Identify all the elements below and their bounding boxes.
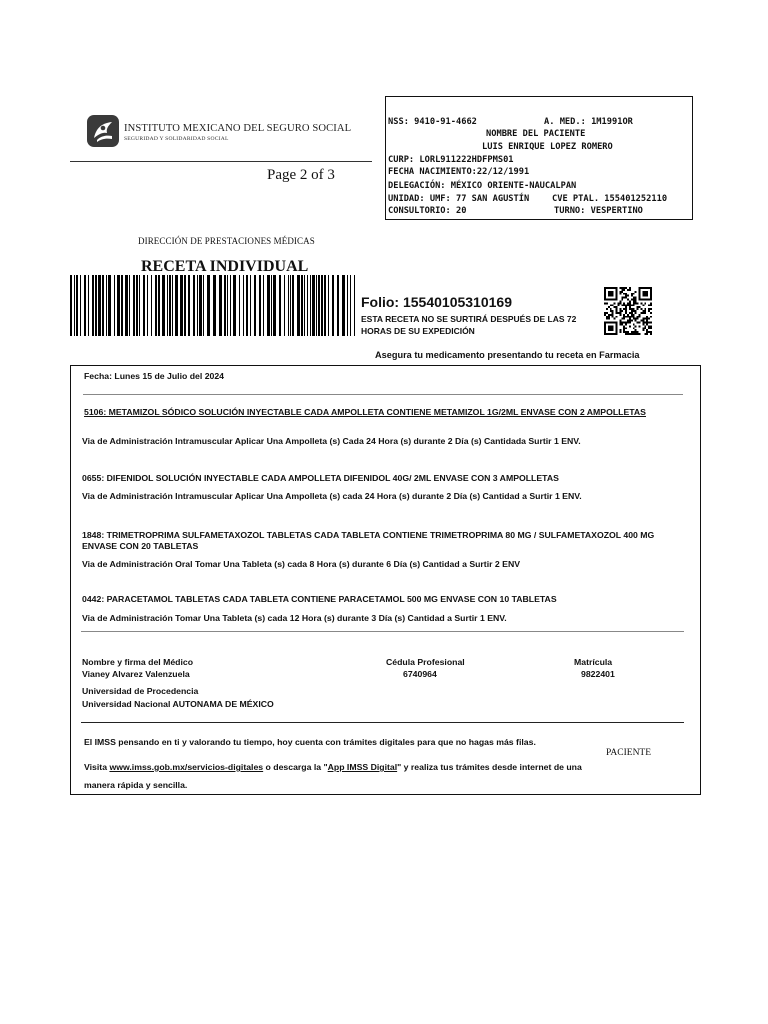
patient-birth-date: FECHA NACIMIENTO:22/12/1991 — [388, 167, 530, 177]
matricula-value: 9822401 — [581, 669, 615, 679]
expiry-notice-line1: ESTA RECETA NO SE SURTIRÁ DESPUÉS DE LAS 72 — [361, 314, 577, 324]
footer-line-3: manera rápida y sencilla. — [84, 780, 188, 790]
visit-mid: o descarga la " — [263, 762, 328, 772]
medication-3-instructions: Via de Administración Oral Tomar Una Tableta (s) cada 8 Hora (s) durante 6 Día (s) Cantidad a Surtir 2 ENV — [82, 559, 521, 569]
expiry-notice — [361, 313, 601, 337]
footer-line-1: El IMSS pensando en ti y valorando tu tiempo, hoy cuenta con trámites digitales para que no hagas más filas. — [84, 737, 536, 747]
patient-unidad: UNIDAD: UMF: 77 SAN AGUSTÍN — [388, 194, 530, 204]
doctor-name-label: Nombre y firma del Médico — [82, 657, 194, 667]
medication-1-description: 5106: METAMIZOL SÓDICO SOLUCIÓN INYECTABLE CADA AMPOLLETA CONTIENE METAMIZOL 1G/2ML ENVASE CON 2 AMPOLLETAS — [84, 407, 646, 417]
app-imss-digital-link[interactable]: App IMSS Digital — [327, 762, 398, 772]
patient-name-label: NOMBRE DEL PACIENTE — [486, 129, 586, 139]
institution-name: INSTITUTO MEXICANO DEL SEGURO SOCIAL — [124, 123, 352, 134]
expiry-notice-line2: HORAS DE SU EXPEDICIÓN — [361, 326, 475, 336]
imss-eagle-icon — [86, 114, 120, 148]
prescription-date: Fecha: Lunes 15 de Julio del 2024 — [84, 371, 225, 381]
medication-2-description: 0655: DIFENIDOL SOLUCIÓN INYECTABLE CADA AMPOLLETA DIFENIDOL 40G/ 2ML ENVASE CON 3 AMPOLLETAS — [82, 473, 559, 483]
copy-label: PACIENTE — [606, 748, 652, 758]
visit-suffix: " y realiza tus trámites desde internet de una — [397, 762, 582, 772]
medication-4-instructions: Via de Administración Tomar Una Tableta (s) cada 12 Hora (s) durante 3 Día (s) Cantidad a Surtir 1 ENV. — [82, 613, 507, 623]
university-name: Universidad Nacional AUTONAMA DE MÉXICO — [82, 699, 274, 709]
institution-motto: SEGURIDAD Y SOLIDARIDAD SOCIAL — [124, 136, 229, 142]
doctor-divider — [81, 722, 684, 723]
barcode-icon — [70, 275, 355, 336]
patient-a-med: A. MED.: 1M1991OR — [544, 117, 633, 127]
medication-2-instructions: Via de Administración Intramuscular Aplicar Una Ampolleta (s) cada 24 Hora (s) durante 2 Día (s) Cantidad a Surtir 1 ENV. — [82, 491, 582, 501]
imss-logo — [86, 114, 352, 148]
header-divider — [70, 161, 372, 162]
medications-divider — [81, 631, 684, 632]
secure-notice: Asegura tu medicamento presentando tu receta en Farmacia — [375, 350, 640, 360]
patient-delegacion: DELEGACIÓN: MÉXICO ORIENTE-NAUCALPAN — [388, 181, 577, 191]
folio-number: Folio: 15540105310169 — [361, 294, 512, 310]
direction-heading: DIRECCIÓN DE PRESTACIONES MÉDICAS — [138, 236, 315, 246]
visit-prefix: Visita — [84, 762, 110, 772]
prescription-box — [70, 365, 701, 795]
patient-turno: TURNO: VESPERTINO — [554, 206, 643, 216]
patient-curp: CURP: LORL911222HDFPMS01 — [388, 155, 514, 165]
patient-name: LUIS ENRIQUE LOPEZ ROMERO — [482, 142, 613, 152]
patient-consultorio: CONSULTORIO: 20 — [388, 206, 467, 216]
patient-nss: NSS: 9410-91-4662 — [388, 117, 477, 127]
medication-1-instructions: Via de Administración Intramuscular Aplicar Una Ampolleta (s) Cada 24 Hora (s) durante 2 Día (s) Cantidada Surtir 1 ENV. — [82, 436, 581, 446]
matricula-label: Matrícula — [574, 657, 613, 667]
doctor-name: Vianey Alvarez Valenzuela — [82, 669, 190, 679]
patient-info-box — [385, 96, 693, 220]
cedula-label: Cédula Profesional — [386, 657, 465, 667]
footer-line-2 — [84, 762, 582, 772]
qr-code-icon — [604, 287, 652, 335]
medication-3-description-cont: ENVASE CON 20 TABLETAS — [82, 541, 199, 551]
cedula-value: 6740964 — [403, 669, 437, 679]
university-label: Universidad de Procedencia — [82, 686, 199, 696]
date-divider — [83, 394, 683, 395]
medication-4-description: 0442: PARACETAMOL TABLETAS CADA TABLETA CONTIENE PARACETAMOL 500 MG ENVASE CON 10 TABLETAS — [82, 594, 557, 604]
prescription-title: RECETA INDIVIDUAL — [141, 258, 309, 275]
patient-cve-ptal: CVE PTAL. 155401252110 — [552, 194, 668, 204]
page-number: Page 2 of 3 — [267, 167, 335, 183]
medication-3-description: 1848: TRIMETROPRIMA SULFAMETAXOZOL TABLETAS CADA TABLETA CONTIENE TRIMETROPRIMA 80 MG / SULFAMETAXOZOL 400 MG — [82, 530, 655, 540]
imss-digital-services-link[interactable]: www.imss.gob.mx/servicios-digitales — [109, 762, 264, 772]
